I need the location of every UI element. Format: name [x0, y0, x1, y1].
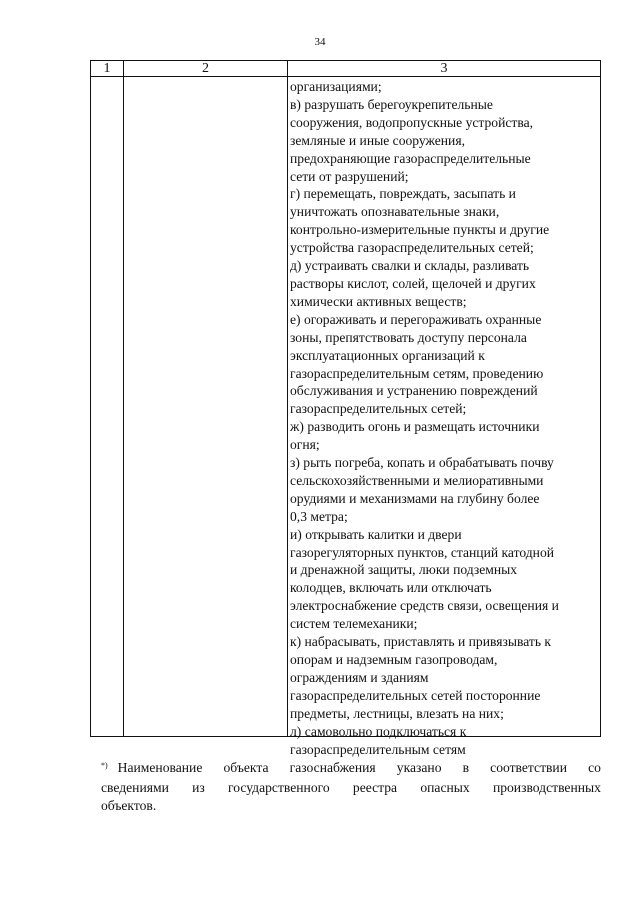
table-text-line: ограждениям и зданиям — [290, 669, 429, 685]
table-text-line: сооружения, водопропускные устройства, — [290, 114, 534, 130]
table-text-line: г) перемещать, повреждать, засыпать и — [290, 186, 516, 202]
table-text-line: в) разрушать берегоукрепительные — [290, 96, 493, 112]
table-text-line: огня; — [290, 437, 320, 453]
table-text-line: к) набрасывать, приставлять и привязывать к — [290, 634, 552, 650]
footnote-line-2 — [101, 779, 601, 797]
table-text-line: газораспределительных сетей посторонние — [290, 687, 541, 703]
table-text-line: опорам и надземным газопроводам, — [290, 652, 498, 667]
footnote-word: соответствии — [490, 760, 567, 775]
table-text-line: предохраняющие газораспределительные — [290, 150, 531, 166]
table-text-line: и) открывать калитки и двери — [290, 526, 462, 542]
table-text-line: обслуживания и устранению повреждений — [290, 383, 538, 399]
table-text-line: земляные и иные сооружения, — [290, 132, 465, 148]
table-text-line: ж) разводить огонь и размещать источники — [290, 419, 540, 435]
footnote-line-1 — [101, 759, 601, 779]
footnote-word: опасных — [420, 780, 470, 795]
table-text-line: газораспределительным сетям, проведению — [290, 365, 544, 381]
table-text-line: зоны, препятствовать доступу персонала — [290, 329, 527, 345]
table-text-line: 0,3 метра; — [290, 508, 348, 524]
header-divider — [91, 76, 600, 77]
footnote-word: сведениями — [101, 780, 169, 795]
footnote-first-word — [101, 759, 202, 779]
table-text-line: эксплуатационных организаций к — [290, 347, 485, 363]
footnote-word: со — [588, 760, 601, 775]
table-text-line: л) самовольно подключаться к — [290, 723, 467, 739]
column-divider-1 — [123, 61, 124, 736]
footnote-line-3: объектов. — [101, 798, 157, 813]
table-text-line: систем телемеханики; — [290, 616, 418, 632]
table-text-line: устройства газораспределительных сетей; — [290, 240, 534, 256]
table-text-line: д) устраивать свалки и склады, разливать — [290, 258, 530, 274]
table-text-line: з) рыть погреба, копать и обрабатывать почву — [290, 455, 554, 471]
table-text-line: контрольно-измерительные пункты и другие — [290, 222, 550, 238]
footnote-word: реестра — [352, 780, 398, 795]
footnote-word: из — [192, 780, 205, 795]
table-text-line: и дренажной защиты, люки подземных — [290, 562, 518, 578]
page-number: 34 — [314, 36, 326, 48]
table-text-line: электроснабжение средств связи, освещения и — [290, 598, 559, 614]
table-text-line: газорегуляторных пунктов, станций катодной — [290, 544, 555, 560]
header-col-1: 1 — [103, 61, 111, 76]
table-text-line: организациями; — [290, 79, 382, 94]
table-text-line: растворы кислот, солей, щелочей и других — [290, 275, 536, 291]
table-text-line: сети от разрушений; — [290, 168, 409, 184]
table-text-line: газораспределительных сетей; — [290, 401, 467, 417]
footnote-word: Наименование — [117, 760, 203, 775]
footnote-word: газоснабжения — [289, 760, 376, 775]
column-3-content — [290, 78, 600, 758]
column-divider-2 — [287, 61, 288, 736]
footnote-word: в — [462, 760, 470, 775]
table-text-line: уничтожать опознавательные знаки, — [290, 204, 500, 220]
footnote — [101, 759, 601, 815]
header-col-3: 3 — [440, 61, 448, 76]
table-text-line: химически активных веществ; — [290, 293, 467, 309]
footnote-word: объекта — [223, 760, 269, 775]
table-text-line: е) огораживать и перегораживать охранные — [290, 311, 542, 327]
table-text-line: газораспределительным сетям — [290, 741, 466, 757]
footnote-word: производственных — [492, 780, 601, 795]
footnote-marker: *) — [101, 761, 108, 770]
table-text-line: орудиями и механизмами на глубину более — [290, 490, 540, 506]
footnote-word: государственного — [228, 780, 330, 795]
header-col-2: 2 — [202, 61, 209, 76]
requirements-table — [90, 60, 601, 757]
footnote-word: указано — [396, 760, 442, 775]
table-text-line: колодцев, включать или отключать — [290, 580, 492, 596]
table-text-line: предметы, лестницы, влезать на них; — [290, 705, 504, 721]
table-text-line: сельскохозяйственными и мелиоративными — [290, 472, 544, 488]
